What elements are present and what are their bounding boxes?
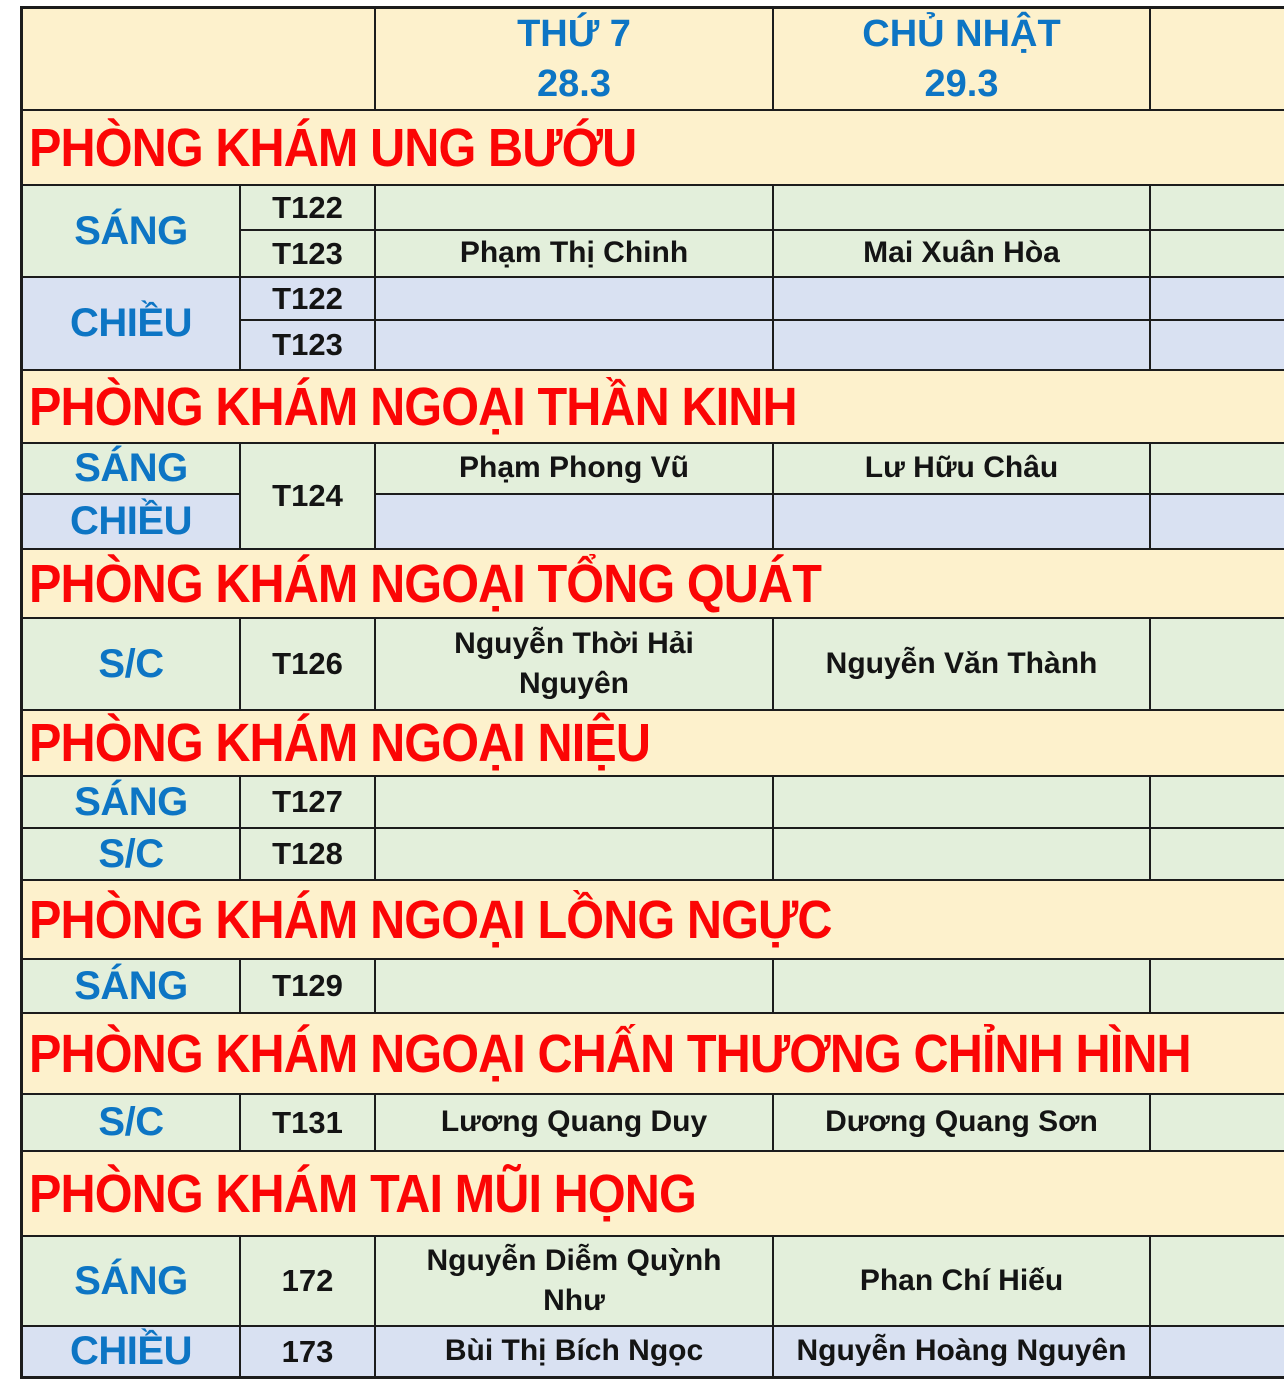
sunday-date: 29.3 bbox=[924, 63, 999, 105]
saturday-date: 28.3 bbox=[537, 63, 611, 105]
section-title: PHÒNG KHÁM TAI MŨI HỌNG bbox=[23, 1152, 1284, 1235]
period-cell: SÁNG bbox=[23, 960, 239, 1012]
period-cell: CHIỀU bbox=[23, 278, 239, 369]
period-cell: SÁNG bbox=[23, 444, 239, 493]
period-cell: CHIỀU bbox=[23, 495, 239, 548]
saturday-label: THỨ 7 bbox=[517, 12, 631, 55]
room-cell: 173 bbox=[241, 1327, 374, 1376]
doctor-cell bbox=[774, 321, 1149, 369]
room-cell: T126 bbox=[241, 619, 374, 709]
header-corner-cell bbox=[23, 9, 374, 109]
doctor-cell: Mai Xuân Hòa bbox=[774, 231, 1149, 276]
section-title: PHÒNG KHÁM UNG BƯỚU bbox=[23, 111, 1284, 184]
room-cell: T127 bbox=[241, 777, 374, 827]
doctor-cell bbox=[774, 186, 1149, 229]
doctor-cell: Phan Chí Hiếu bbox=[774, 1237, 1149, 1325]
doctor-cell: Phạm Thị Chinh bbox=[376, 231, 772, 276]
day-header-saturday bbox=[376, 9, 772, 109]
doctor-cell: Lư Hữu Châu bbox=[774, 444, 1149, 493]
period-cell: SÁNG bbox=[23, 186, 239, 276]
section-title: PHÒNG KHÁM NGOẠI LỒNG NGỰC bbox=[23, 881, 1284, 958]
doctor-cell bbox=[376, 495, 772, 548]
doctor-cell bbox=[774, 278, 1149, 319]
doctor-cell bbox=[376, 960, 772, 1012]
room-cell: T123 bbox=[241, 321, 374, 369]
doctor-cell: Dương Quang Sơn bbox=[774, 1095, 1149, 1150]
empty-cell bbox=[1151, 1095, 1284, 1150]
empty-cell bbox=[1151, 960, 1284, 1012]
room-cell: T124 bbox=[241, 444, 374, 548]
room-cell: T122 bbox=[241, 278, 374, 319]
room-cell: 172 bbox=[241, 1237, 374, 1325]
empty-cell bbox=[1151, 1327, 1284, 1376]
doctor-cell: Phạm Phong Vũ bbox=[376, 444, 772, 493]
period-cell: SÁNG bbox=[23, 1237, 239, 1325]
empty-cell bbox=[1151, 231, 1284, 276]
doctor-cell bbox=[774, 777, 1149, 827]
period-cell: SÁNG bbox=[23, 777, 239, 827]
empty-cell bbox=[1151, 777, 1284, 827]
empty-cell bbox=[1151, 321, 1284, 369]
doctor-cell: Lương Quang Duy bbox=[376, 1095, 772, 1150]
sunday-label: CHỦ NHẬT bbox=[862, 12, 1061, 55]
period-cell: CHIỀU bbox=[23, 1327, 239, 1376]
empty-cell bbox=[1151, 619, 1284, 709]
doctor-cell: Bùi Thị Bích Ngọc bbox=[376, 1327, 772, 1376]
empty-cell bbox=[1151, 278, 1284, 319]
doctor-cell: Nguyễn Diễm Quỳnh Như bbox=[376, 1237, 772, 1325]
doctor-cell bbox=[774, 829, 1149, 879]
empty-cell bbox=[1151, 495, 1284, 548]
empty-cell bbox=[1151, 444, 1284, 493]
doctor-cell bbox=[376, 278, 772, 319]
section-title: PHÒNG KHÁM NGOẠI TỔNG QUÁT bbox=[23, 550, 1284, 617]
period-cell: S/C bbox=[23, 619, 239, 709]
section-title: PHÒNG KHÁM NGOẠI CHẤN THƯƠNG CHỈNH HÌNH bbox=[23, 1014, 1284, 1093]
doctor-cell: Nguyễn Văn Thành bbox=[774, 619, 1149, 709]
room-cell: T129 bbox=[241, 960, 374, 1012]
doctor-cell bbox=[774, 960, 1149, 1012]
section-title: PHÒNG KHÁM NGOẠI THẦN KINH bbox=[23, 371, 1284, 442]
doctor-cell: Nguyễn Thời Hải Nguyên bbox=[376, 619, 772, 709]
doctor-cell: Nguyễn Hoàng Nguyên bbox=[774, 1327, 1149, 1376]
empty-cell bbox=[1151, 1237, 1284, 1325]
header-empty-cell bbox=[1151, 9, 1284, 109]
room-cell: T123 bbox=[241, 231, 374, 276]
empty-cell bbox=[1151, 829, 1284, 879]
room-cell: T131 bbox=[241, 1095, 374, 1150]
room-cell: T122 bbox=[241, 186, 374, 229]
period-cell: S/C bbox=[23, 829, 239, 879]
doctor-cell bbox=[376, 186, 772, 229]
period-cell: S/C bbox=[23, 1095, 239, 1150]
empty-cell bbox=[1151, 186, 1284, 229]
doctor-cell bbox=[774, 495, 1149, 548]
weekend-schedule-table bbox=[20, 6, 1284, 1379]
section-title: PHÒNG KHÁM NGOẠI NIỆU bbox=[23, 711, 1284, 775]
day-header-sunday bbox=[774, 9, 1149, 109]
doctor-cell bbox=[376, 829, 772, 879]
doctor-cell bbox=[376, 321, 772, 369]
room-cell: T128 bbox=[241, 829, 374, 879]
doctor-cell bbox=[376, 777, 772, 827]
